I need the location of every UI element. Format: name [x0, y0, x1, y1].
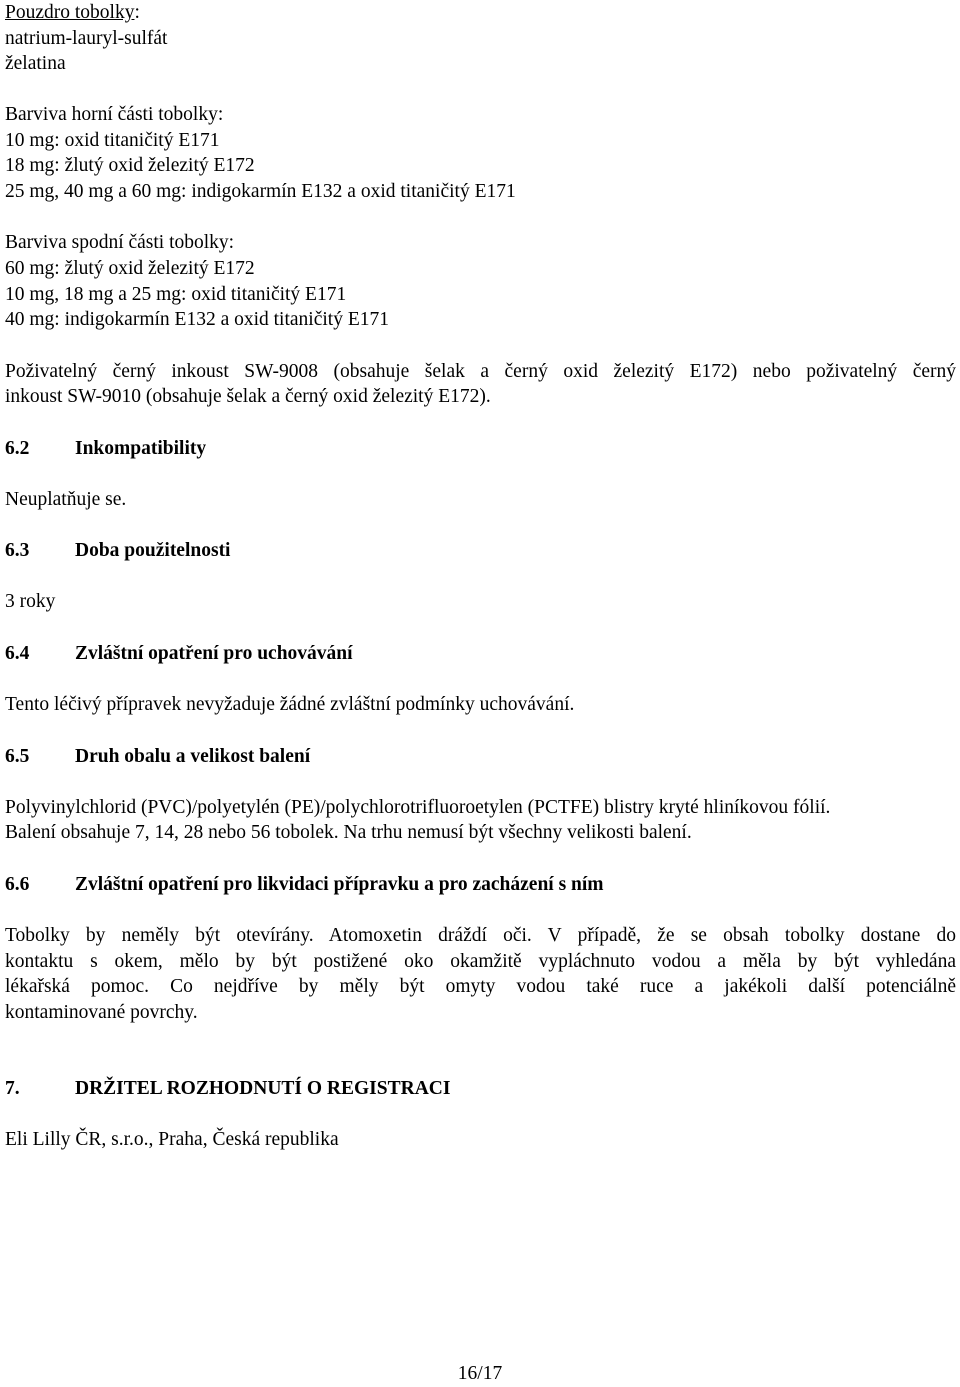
- section-number: 6.6: [5, 874, 30, 895]
- section-heading-6-6: [5, 872, 604, 898]
- section-6-5-text: Polyvinylchlorid (PVC)/polyetylén (PE)/polychlorotrifluoroetylen (PCTFE) blistry kryté hliníkovou fólií.: [5, 797, 831, 818]
- section-number: 6.3: [5, 540, 30, 561]
- section-title: Zvláštní opatření pro uchovávání: [75, 643, 353, 664]
- section-6-2-text: Neuplatňuje se.: [5, 489, 127, 510]
- page-number: 16/17: [457, 1363, 503, 1384]
- cap-dyes-heading: Barviva horní části tobolky:: [5, 104, 224, 125]
- section-heading-7: [5, 1076, 450, 1102]
- capsule-shell-item: želatina: [5, 53, 66, 74]
- section-number: 6.2: [5, 438, 30, 459]
- cap-dyes-item: 25 mg, 40 mg a 60 mg: indigokarmín E132 a oxid titaničitý E171: [5, 181, 516, 202]
- section-6-6-text: lékařská pomoc. Co nejdříve by měly být omyty vodou také ruce a jakékoli další potenciálně: [5, 976, 956, 997]
- body-dyes-heading: Barviva spodní části tobolky:: [5, 232, 235, 253]
- section-6-6-text: kontaminované povrchy.: [5, 1002, 198, 1023]
- section-title: Inkompatibility: [75, 438, 207, 459]
- cap-dyes-item: 18 mg: žlutý oxid železitý E172: [5, 155, 255, 176]
- section-6-6-text: kontaktu s okem, mělo by být postižené oko okamžitě vypláchnuto vodou a měla by být vyhledána: [5, 951, 956, 972]
- section-heading-6-4: [5, 641, 353, 667]
- section-heading-6-2: [5, 436, 206, 462]
- body-dyes-item: 60 mg: žlutý oxid železitý E172: [5, 258, 255, 279]
- cap-dyes-item: 10 mg: oxid titaničitý E171: [5, 130, 220, 151]
- section-heading-6-3: [5, 538, 230, 564]
- section-6-5-text: Balení obsahuje 7, 14, 28 nebo 56 tobolek. Na trhu nemusí být všechny velikosti balení.: [5, 822, 692, 843]
- ink-paragraph-line: Poživatelný černý inkoust SW-9008 (obsahuje šelak a černý oxid železitý E172) nebo poživatelný černý: [5, 361, 956, 382]
- capsule-shell-colon: :: [134, 2, 140, 23]
- section-title: Druh obalu a velikost balení: [75, 746, 311, 767]
- section-title: Zvláštní opatření pro likvidaci přípravku a pro zacházení s ním: [75, 874, 604, 895]
- section-title: DRŽITEL ROZHODNUTÍ O REGISTRACI: [75, 1078, 451, 1099]
- section-6-4-text: Tento léčivý přípravek nevyžaduje žádné zvláštní podmínky uchovávání.: [5, 694, 575, 715]
- section-6-3-text: 3 roky: [5, 591, 56, 612]
- section-number: 7.: [5, 1078, 20, 1099]
- body-dyes-item: 40 mg: indigokarmín E132 a oxid titaničitý E171: [5, 309, 389, 330]
- section-6-6-text: Tobolky by neměly být otevírány. Atomoxetin dráždí oči. V případě, že se obsah tobolky dostane do: [5, 925, 956, 946]
- section-heading-6-5: [5, 744, 310, 770]
- section-number: 6.4: [5, 643, 30, 664]
- ink-paragraph-line: inkoust SW-9010 (obsahuje šelak a černý oxid železitý E172).: [5, 386, 491, 407]
- section-number: 6.5: [5, 746, 30, 767]
- body-dyes-item: 10 mg, 18 mg a 25 mg: oxid titaničitý E171: [5, 284, 347, 305]
- section-title: Doba použitelnosti: [75, 540, 231, 561]
- capsule-shell-heading: [5, 0, 140, 26]
- capsule-shell-label: Pouzdro tobolky: [5, 2, 135, 23]
- capsule-shell-item: natrium-lauryl-sulfát: [5, 28, 168, 49]
- marketing-authorisation-holder: Eli Lilly ČR, s.r.o., Praha, Česká republika: [5, 1129, 339, 1150]
